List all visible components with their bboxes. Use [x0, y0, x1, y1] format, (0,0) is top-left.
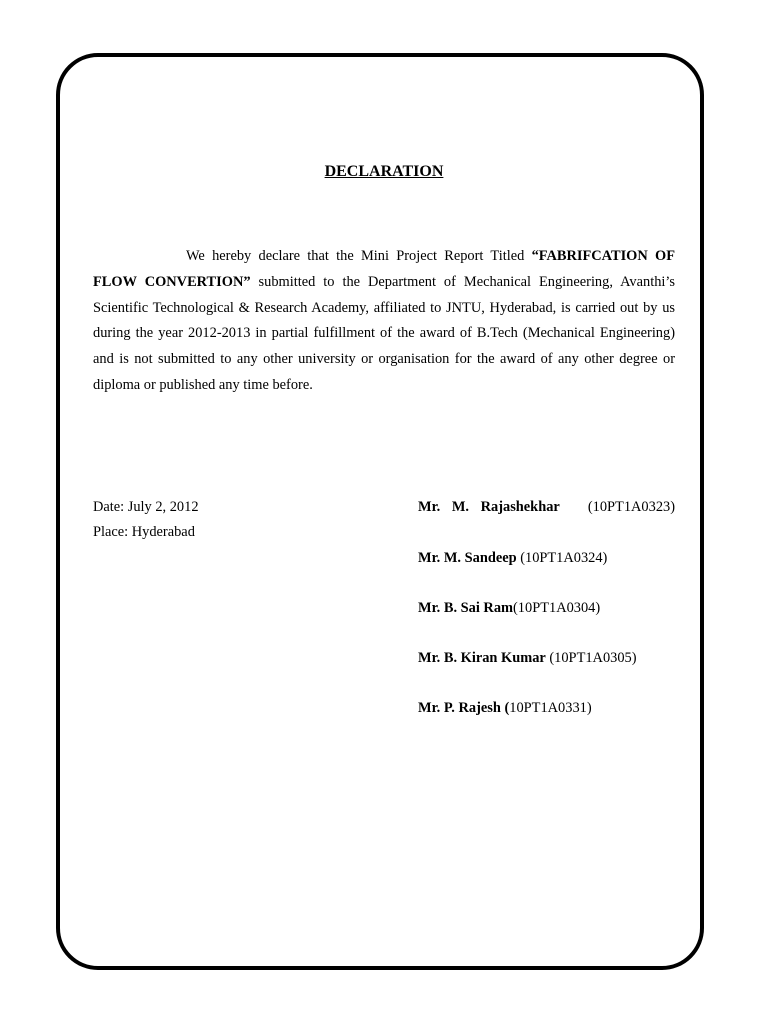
member-5: [418, 700, 592, 717]
member-4: [418, 650, 637, 667]
member-name: Mr. M. Rajashekhar: [418, 499, 560, 515]
member-roll: (10PT1A0304): [513, 600, 601, 616]
declaration-intro: We hereby declare that the Mini Project Report Titled: [186, 248, 532, 264]
declaration-body: submitted to the Department of Mechanical Engineering, Avanthi’s Scientific Technological & Research Academy, affiliated to JNTU, Hyderabad, is carried out by us during the year 2012-2013 in partial fulfillment of the award of B.Tech (Mechanical Engineering) and is not submitted to any other university or organisation for the award of any other degree or diploma or published any time before.: [93, 273, 676, 393]
member-1: [418, 499, 675, 516]
member-name: Mr. B. Sai Ram: [418, 600, 514, 616]
member-roll: (10PT1A0305): [545, 650, 637, 666]
member-2: [418, 550, 607, 567]
member-name: Mr. M. Sandeep: [418, 550, 517, 566]
member-roll: (10PT1A0323): [587, 499, 675, 515]
member-name: Mr. P. Rajesh (: [418, 700, 510, 716]
member-name: Mr. B. Kiran Kumar: [418, 650, 546, 666]
place-line: Place: Hyderabad: [93, 524, 195, 540]
member-roll: 10PT1A0331): [509, 700, 592, 716]
project-title: “FABRIFCATION OF FLOW CONVERTION”: [93, 248, 676, 290]
member-3: [418, 600, 600, 617]
page-title: DECLARATION: [324, 163, 444, 180]
declaration-paragraph: [93, 244, 675, 399]
member-roll: (10PT1A0324): [516, 550, 608, 566]
date-line: Date: July 2, 2012: [93, 499, 199, 515]
